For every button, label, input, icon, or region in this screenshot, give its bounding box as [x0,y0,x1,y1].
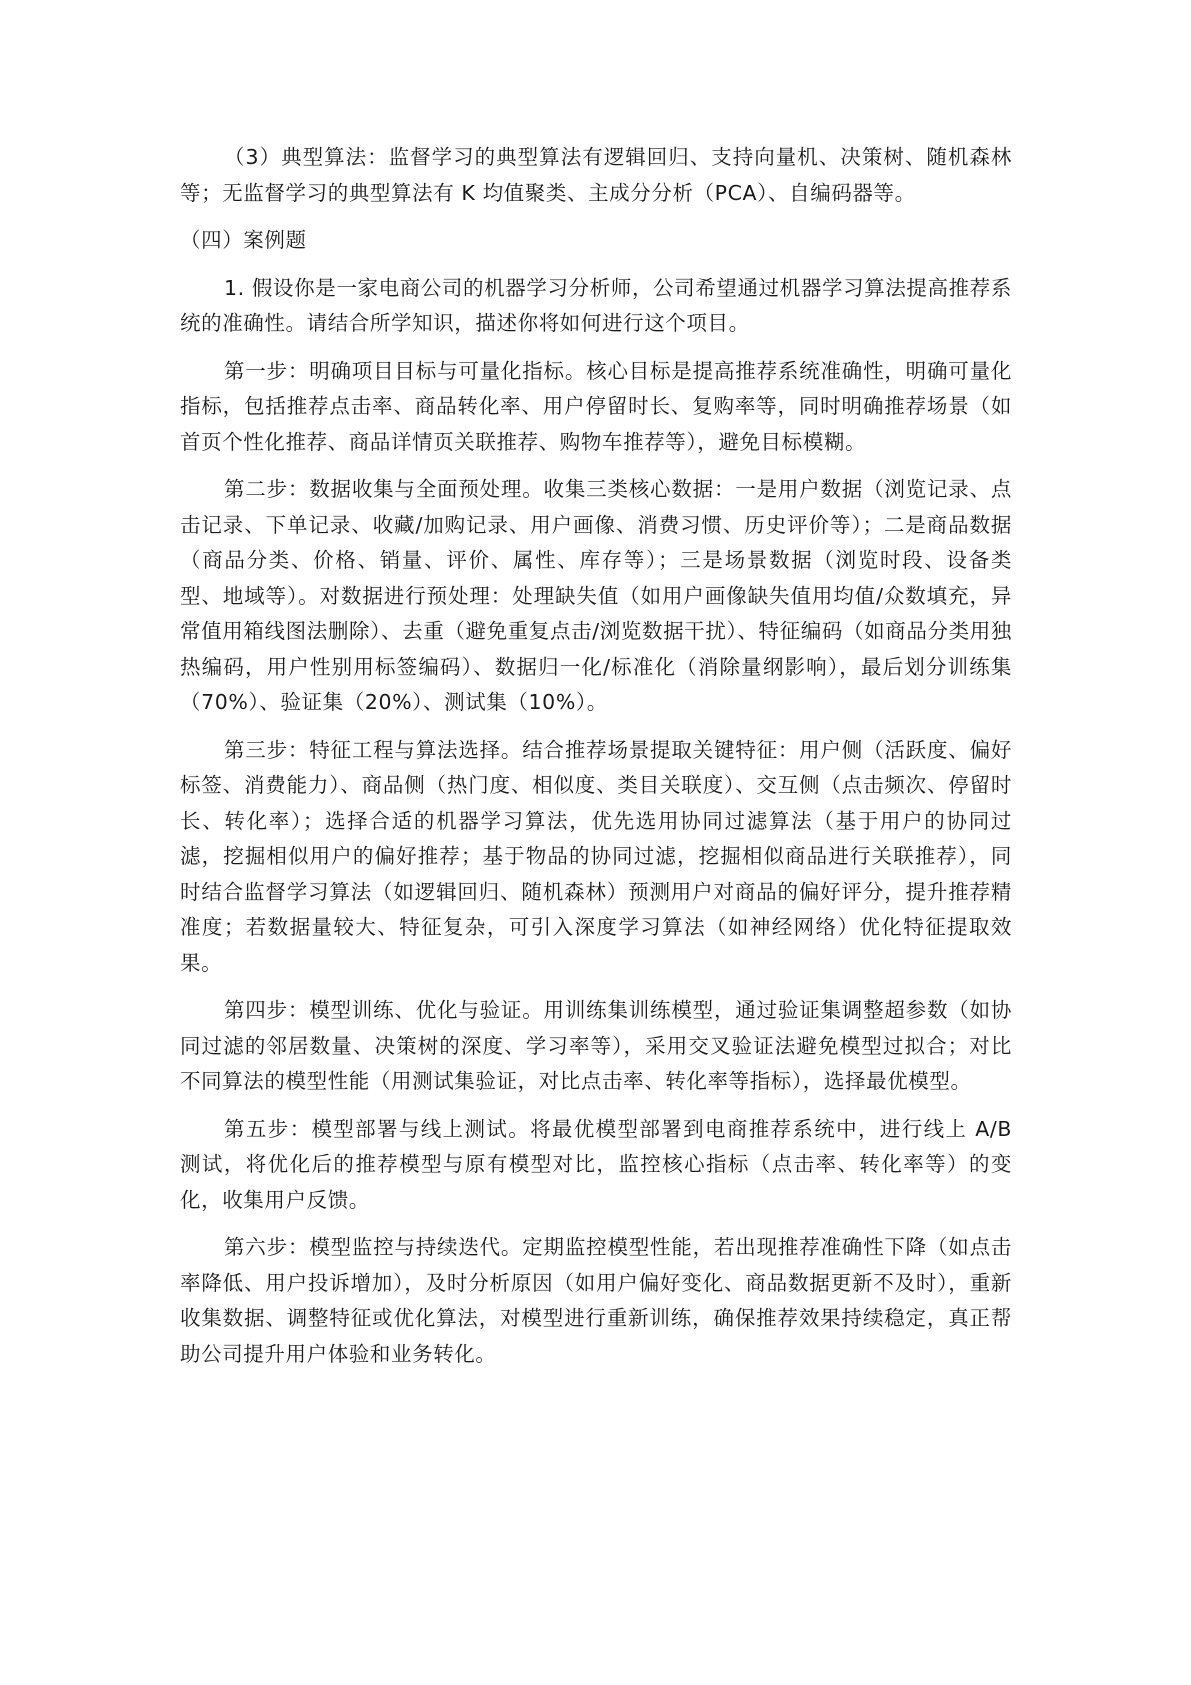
step-3-paragraph: 第三步：特征工程与算法选择。结合推荐场景提取关键特征：用户侧（活跃度、偏好标签、消费能力）、商品侧（热门度、相似度、类目关联度）、交互侧（点击频次、停留时长、转化率）；选择合适的机器学习算法，优先选用协同过滤算法（基于用户的协同过滤，挖掘相似用户的偏好推荐；基于物品的协同过滤，挖掘相似商品进行关联推荐），同时结合监督学习算法（如逻辑回归、随机森林）预测用户对商品的偏好评分，提升推荐精准度；若数据量较大、特征复杂，可引入深度学习算法（如神经网络）优化特征提取效果。 [180,737,1012,975]
step-6-paragraph: 第六步：模型监控与持续迭代。定期监控模型性能，若出现推荐准确性下降（如点击率降低、用户投诉增加），及时分析原因（如用户偏好变化、商品数据更新不及时），重新收集数据、调整特征或优化算法，对模型进行重新训练，确保推荐效果持续稳定，真正帮助公司提升用户体验和业务转化。 [180,1235,1012,1366]
step-1-paragraph: 第一步：明确项目目标与可量化指标。核心目标是提高推荐系统准确性，明确可量化指标，包括推荐点击率、商品转化率、用户停留时长、复购率等，同时明确推荐场景（如首页个性化推荐、商品详情页关联推荐、购物车推荐等），避免目标模糊。 [180,358,1012,454]
document-page [180,140,1012,1384]
step-2-paragraph: 第二步：数据收集与全面预处理。收集三类核心数据：一是用户数据（浏览记录、点击记录、下单记录、收藏/加购记录、用户画像、消费习惯、历史评价等）；二是商品数据（商品分类、价格、销量、评价、属性、库存等）；三是场景数据（浏览时段、设备类型、地域等）。对数据进行预处理：处理缺失值（如用户画像缺失值用均值/众数填充，异常值用箱线图法删除）、去重（避免重复点击/浏览数据干扰）、特征编码（如商品分类用独热编码，用户性别用标签编码）、数据归一化/标准化（消除量纲影响），最后划分训练集（70%）、验证集（20%）、测试集（10%）。 [180,477,1012,714]
question-1: 1. 假设你是一家电商公司的机器学习分析师，公司希望通过机器学习算法提高推荐系统的准确性。请结合所学知识，描述你将如何进行这个项目。 [180,275,1012,335]
paragraph-typical-algorithms: （3）典型算法：监督学习的典型算法有逻辑回归、支持向量机、决策树、随机森林等；无监督学习的典型算法有 K 均值聚类、主成分分析（PCA）、自编码器等。 [180,145,1012,205]
step-4-paragraph: 第四步：模型训练、优化与验证。用训练集训练模型，通过验证集调整超参数（如协同过滤的邻居数量、决策树的深度、学习率等），采用交叉验证法避免模型过拟合；对比不同算法的模型性能（用测试集验证，对比点击率、转化率等指标），选择最优模型。 [180,998,1012,1093]
section-heading-case-study: （四）案例题 [180,228,307,252]
step-5-paragraph: 第五步：模型部署与线上测试。将最优模型部署到电商推荐系统中，进行线上 A/B 测试，将优化后的推荐模型与原有模型对比，监控核心指标（点击率、转化率等）的变化，收集用户反馈。 [180,1116,1012,1212]
